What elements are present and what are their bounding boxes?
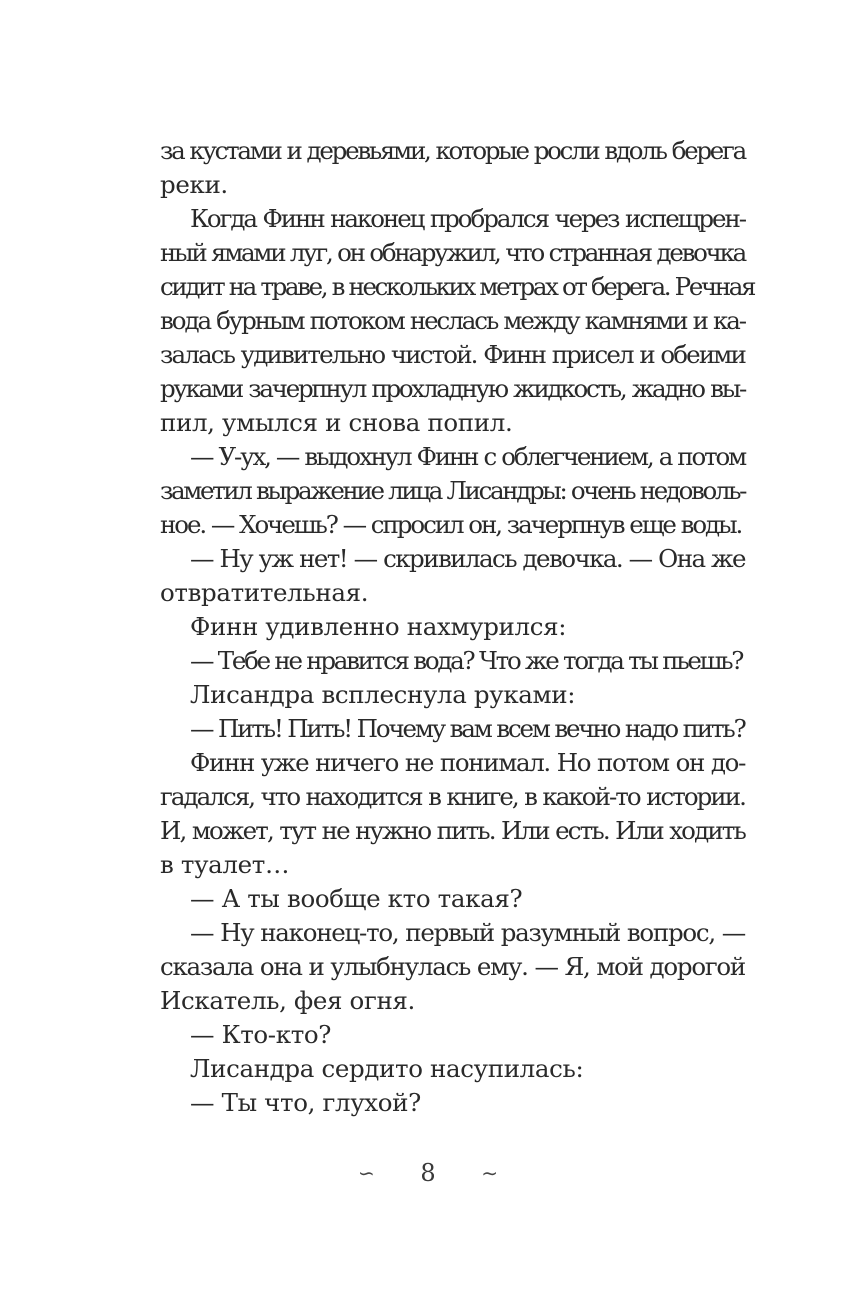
text-line: Лисандра всплеснула руками: [190,680,576,709]
text-line: — Ну уж нет! — скривилась девочка. — Она же [190,544,745,573]
text-line: сидит на траве, в нескольких метрах от берега. Речная [160,272,755,301]
text-line: в туалет… [160,850,290,879]
text-line: Финн уже ничего не понимал. Но потом он до- [190,748,745,777]
text-line: — А ты вообще кто такая? [190,884,523,913]
text-line: гадался, что находится в книге, в какой-то истории. [160,782,745,811]
text-line: заметил выражение лица Лисандры: очень недоволь- [160,476,745,505]
text-line: — У-ух, — выдохнул Финн с облегчением, а потом [190,442,745,471]
ornament-left-icon: ∽ [357,1161,375,1185]
page-footer [0,1158,856,1188]
text-line: отвратительная. [160,578,369,607]
text-line: Лисандра сердито насупилась: [190,1054,584,1083]
ornament-right-icon: ∼ [481,1161,499,1185]
text-line: залась удивительно чистой. Финн присел и обеими [160,340,745,369]
text-line: вода бурным потоком неслась между камнями и ка- [160,306,745,335]
text-line: сказала она и улыбнулась ему. — Я, мой дорогой [160,952,745,981]
text-line: Когда Финн наконец пробрался через испещрен- [190,204,745,233]
text-line: И, может, тут не нужно пить. Или есть. Или ходить [160,816,745,845]
text-line: — Ты что, глухой? [190,1088,421,1117]
text-line: — Ну наконец-то, первый разумный вопрос, — [190,918,745,947]
text-line: пил, умылся и снова попил. [160,408,513,437]
text-line: — Пить! Пить! Почему вам всем вечно надо пить? [190,714,745,743]
text-line: Финн удивленно нахмурился: [190,612,567,641]
text-line: Искатель, фея огня. [160,986,415,1015]
page-number: 8 [420,1159,436,1187]
text-line: — Тебе не нравится вода? Что же тогда ты пьешь? [190,646,743,675]
text-line: реки. [160,170,228,199]
text-line: за кустами и деревьями, которые росли вдоль берега [160,136,745,165]
body-text [160,134,755,1120]
text-line: руками зачерпнул прохладную жидкость, жадно вы- [160,374,745,403]
text-line: — Кто-кто? [190,1020,332,1049]
text-line: ный ямами луг, он обнаружил, что странная девочка [160,238,745,267]
text-line: ное. — Хочешь? — спросил он, зачерпнув еще воды. [160,510,742,539]
